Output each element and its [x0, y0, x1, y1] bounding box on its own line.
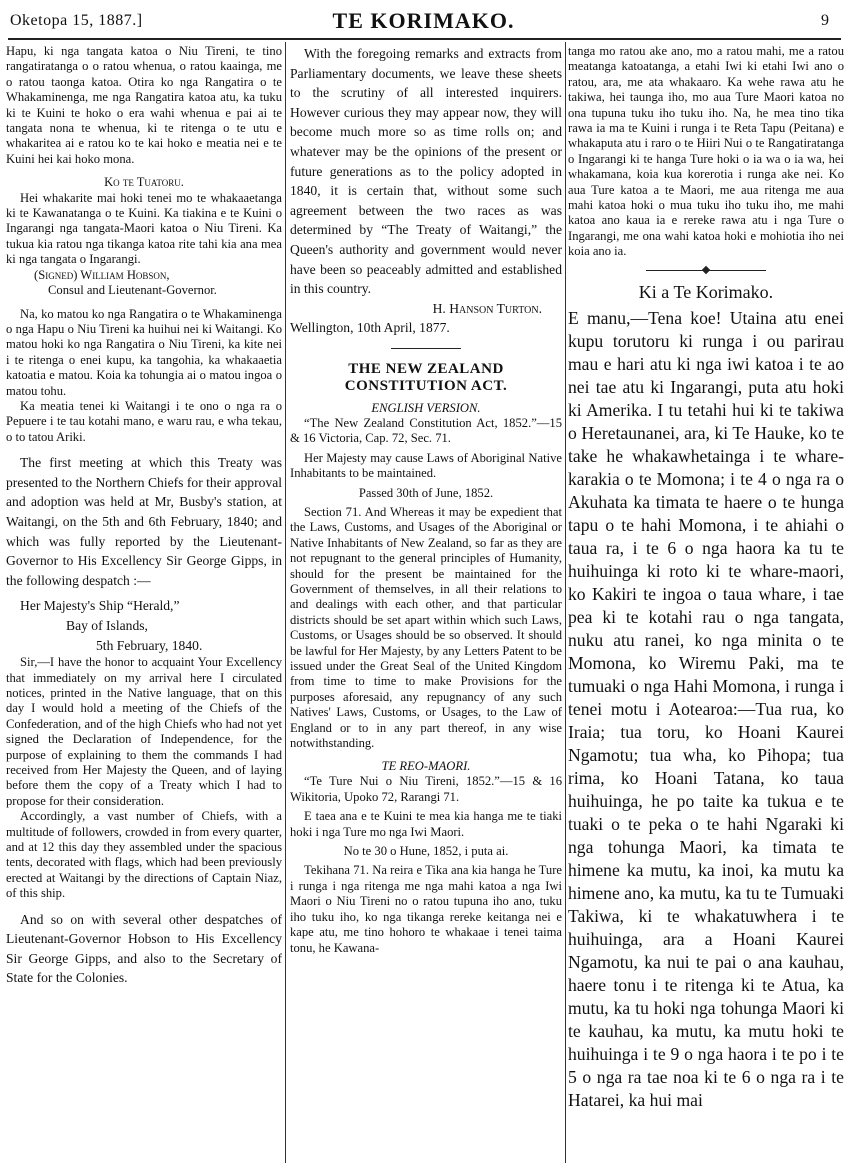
page-number: 9 — [821, 12, 829, 29]
subheading: ENGLISH VERSION. — [371, 400, 481, 415]
diamond-ornament — [702, 265, 710, 273]
header-rule — [8, 38, 841, 40]
citation: “The New Zealand Constitution Act, 1852.”—15 & 16 Victoria, Cap. 72, Sec. 71. — [290, 415, 562, 446]
ornament-divider — [646, 270, 766, 271]
issue-date: Oketopa 15, 1887.] — [10, 12, 143, 29]
citation: “Te Ture Nui o Niu Tireni, 1852.”—15 & 16 Wikitoria, Upoko 72, Rarangi 71. — [290, 774, 562, 804]
paragraph: Ka meatia tenei ki Waitangi i te ono o nga ra o Pepuere i te tau kotahi mano, e waru rau, e wha tekau, o to tatou Ariki. — [6, 398, 282, 444]
paragraph: tanga mo ratou ake ano, mo a ratou mahi, me a ratou meatanga katoatanga, a etahi Iwi ki etahi Iwi ano o ratou, ara, me ata whakaaro. Ka wehe rawa atu he takiwa, hei taunga iho, mo aua Ture Maori katoa no ona tupuna tuku iho tuku iho. Na, he mea tino tika rawa ia ma te Kuini i runga i te Reta Tapu (Peitana) e whakaputa atu i raro o te Hiiri Nui o te Rangatiratanga o Ingarangi ki te hanga Ture hoki o ia wa o ia wa, hei whakamana, koia kua korerotia i runga ake nei. Ko aua Ture katoa a te Maori, me aua ritenga me aua mahi katoa hoki o mua tuku iho tuku iho, me mahi katoa ano kaua ia e rereke rawa atu i nga Ture o Ingarangi, me ona wahi katoa hoki e mohiotia iho nei koia ano ia. — [568, 44, 844, 259]
letter-paragraph: Sir,—I have the honor to acquaint Your Excellency that immediately on my arrival here I circulated notices, printed in the Native language, that on this day I would hold a meeting of the Chiefs of the Confederation, and of the high Chiefs who had not yet signed the Declaration of Independence, for the purpose of explaining to them the commands I had received from Her Majesty the Queen, and of laying before them the copy of a Treaty which I had to propose for their consideration. — [6, 655, 282, 808]
paragraph: Section 71. And Whereas it may be expedient that the Laws, Customs, and Usages of the Aboriginal or Native Inhabitants of New Zealand, so far as they are not repugnant to the general principles of Humanity, should for the present be maintained for the Government of themselves, in all their relations to and dealings with each other, and that particular districts should be set apart within which such Laws, Customs, or Usages should be so observed. It should be lawful for Her Majesty, by any Letters Patent to be issued under the Great Seal of the United Kingdom from time to time to make Provisions for the purposes aforesaid, any repugnancy of any such Natives' Laws, Customs, or Usages, to the Law of England or to in any part thereof, in any wise notwithstanding. — [290, 504, 562, 751]
paragraph: Her Majesty may cause Laws of Aboriginal Native Inhabitants to be maintained. — [290, 450, 562, 481]
section-heading: Ko te Tuatoru. — [104, 175, 184, 190]
dateline-place: Bay of Islands, — [66, 617, 148, 633]
newspaper-title: TE KORIMAKO. — [332, 8, 515, 33]
paragraph: E taea ana e te Kuini te mea kia hanga me te tiaki hoki i nga Ture mo nga Iwi Maori. — [290, 809, 562, 839]
page-header — [10, 6, 837, 36]
dateline-ship: Her Majesty's Ship “Herald,” — [20, 598, 180, 614]
paragraph: And so on with several other despatches of Lieutenant-Governor Hobson to His Excellency Sir George Gipps, and also to the Secretary of State for the Colonies. — [6, 911, 282, 986]
column-3 — [568, 44, 844, 1161]
column-1 — [6, 44, 282, 1161]
paragraph: The first meeting at which this Treaty was presented to the Northern Chiefs for their approval and adoption was held at Mr, Busby's station, at Waitangi, on the 5th and 6th February, 1840; and which was fully reported by the Lieutenant-Governor to His Excellency Sir George Gipps, in the following despatch :— — [6, 455, 282, 588]
letter-paragraph: E manu,—Tena koe! Utaina atu enei kupu torutoru ki runga i ou parirau mau e hari atu ki nga iwi katoa i te ao nei tae atu ki Ingarangi, puta atu hoki ki Amerika. I tu tetahi hui ki te takiwa o Heretaunanei, ara, ki Te Hauke, ko te take he whakawhetainga i te whare-karakia o te Momona; i te 4 o nga ra o Akuhata ka timata te haere o te hunga tapu o te hahi Momona, i te ahiahi o taua ra, i te 6 o nga haora ka tu te huihuinga ki roto ki te whare-maori, ko Kakiri te ingoa o taua whare, i tae pea ki te kotahi rau o nga tangata, nuku atu ranei, ko nga minita o te Momona, ko Wiremu Paki, ma te tumuaki o nga Hahi Momona, i runga i tenei motu i Aotearoa:—Tua rua, ko Iraia; tua toru, ko Hoani Kaurei Ngamotu; tua wha, ko Pihopa; tua rima, ko Hoani Tatana, ko taua huihuinga, he po taite ka tukua e te tuaki o te peka o te hahi Ngaraki ki nga tohunga Maori, ka timata te himene ka mutu, ka inoi, ka mutu ka himene ano, ka mutu, ka tu te Tumuaki Takiwa, ki te whakatuwhera i te huihuinga, ara a Hoani Kaurei Ngamotu, ka nui te pai o ana kauhau, haere tonu i te ritenga ki te Atua, ka mutu, ka tu hoki nga tohunga Maori ki te kauhau, ka mutu, ka mutu hoki te huihuinga i te 9 o nga haora i te po i te 5 o nga ra tae noa ki te 6 o nga ra i te Hatarei, ka hui mai — [568, 307, 844, 1110]
paragraph: Na, ko matou ko nga Rangatira o te Whakaminenga o nga Hapu o Niu Tireni ka huihui nei ki Waitangi. Ko matou hoki ko nga Rangatira o Niu Tireni, ka kite nei i te ritenga o enei kupu, ka tangohia, ka whakaaetia katoatia e matou. Koia ka tohungia ai o matou ingoa o matou tohu. — [6, 306, 282, 398]
column-2 — [290, 44, 562, 1161]
passed-date: Passed 30th of June, 1852. — [358, 485, 494, 500]
column-divider — [285, 42, 286, 1163]
section-heading: Ki a Te Korimako. — [638, 281, 774, 302]
paragraph: Hapu, ki nga tangata katoa o Niu Tireni, te tino rangatiratanga o o ratou whenua, o ratou kaainga, me o ratou taonga katoa. Otira ko nga Rangatira o te Whakaminenga, me nga Rangatira katoa atu, ka tuku ki te Kuini te hoko o era wahi whenua e pai ai te tangata nona te whenua, ki te ritenga o te utu e whakaritea ai e ratou ko te kai hoko e meatia nei e te Kuini hei kai hoko mona. — [6, 44, 282, 166]
paragraph: Hei whakarite mai hoki tenei mo te whakaaetanga ki te Kawanatanga o te Kuini. Ka tiakina e te Kuini o Ingarangi nga tangata-Maori katoa o Niu Tireni. Ka tukua kia ratou nga tikanga katoa rite tahi kia ana mea ki nga tangata o Ingarangi. — [6, 190, 282, 267]
paragraph: With the foregoing remarks and extracts from Parliamentary documents, we leave these sheets to the scrutiny of all interested inquirers. However curious they may appear now, they will become much more so as time rolls on; and whatever may be the opinions of the present or future generations as to the policy adopted in 1840, it is certain that, without some such agreement between the two races as was determined by “The Treaty of Waitangi,” the Queen's authority and government would never have been so peaceably admitted and established in this country. — [290, 46, 562, 297]
place-date: Wellington, 10th April, 1877. — [290, 320, 450, 336]
divider — [391, 348, 461, 349]
passed-date: No te 30 o Hune, 1852, i puta ai. — [343, 844, 509, 859]
article-headline: THE NEW ZEALAND CONSTITUTION ACT. — [344, 360, 508, 394]
column-divider — [565, 42, 566, 1163]
subheading: TE REO-MAORI. — [381, 759, 471, 774]
dateline-date: 5th February, 1840. — [96, 637, 203, 653]
author-signature: H. Hanson Turton. — [432, 300, 542, 316]
signature-title: Consul and Lieutenant-Governor. — [48, 283, 217, 298]
signature-line: (Signed) William Hobson, — [34, 267, 170, 282]
paragraph: Tekihana 71. Na reira e Tika ana kia hanga he Ture i runga i nga ritenga me nga mahi katoa a nga Iwi Maori o Niu Tireni no o ratou tupuna iho ano, tuku iho tuku iho, ko nga tikanga rereke keitanga nei e kape atu, me tino hohoro te whakaae i tenei taima tonu, he Kawana- — [290, 863, 562, 955]
letter-paragraph: Accordingly, a vast number of Chiefs, with a multitude of followers, crowded in from every quarter, and at 12 this day they assembled under the spacious tents, decorated with flags, which had been previously erected at Waitangi by the directions of Captain Niaz, of this ship. — [6, 809, 282, 901]
